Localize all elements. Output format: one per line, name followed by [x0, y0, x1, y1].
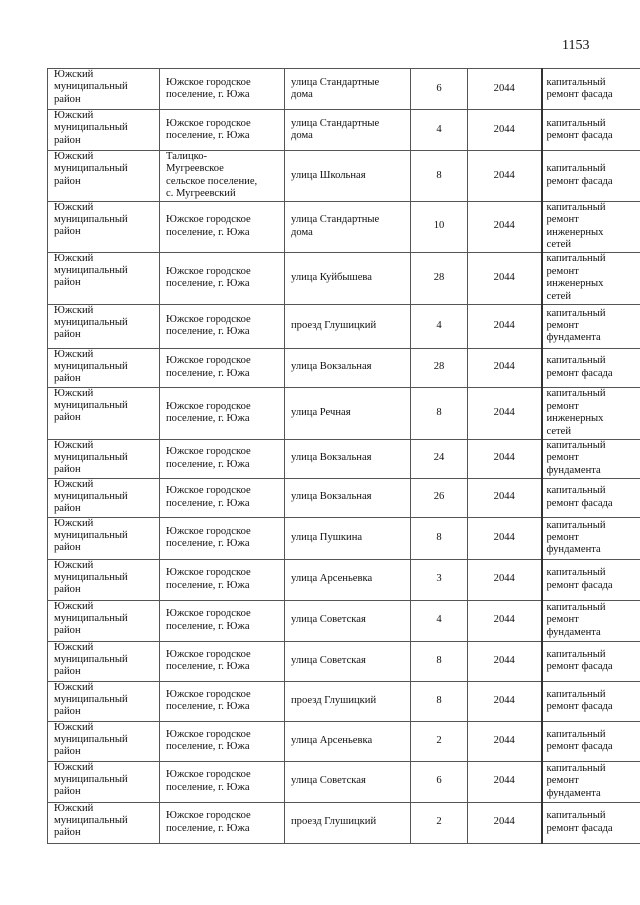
work-text: капитальный ремонт фундамента: [546, 307, 606, 344]
house-text: 8: [436, 406, 442, 418]
cell-year: [468, 201, 542, 252]
street-text: проезд Глушицкий: [291, 319, 377, 331]
cell-work: [542, 439, 640, 478]
district-text: Южский муниципальный район: [54, 201, 128, 238]
table-row: [48, 69, 640, 110]
year-text: 2044: [493, 82, 515, 94]
table-row: [48, 478, 640, 517]
year-text: 2044: [493, 531, 515, 543]
district-text: Южский муниципальный район: [54, 478, 128, 515]
house-text: 28: [433, 271, 445, 283]
table-row: [48, 802, 640, 843]
work-text: капитальный ремонт фасада: [546, 355, 613, 379]
cell-work: [542, 478, 640, 517]
house-text: 26: [433, 491, 445, 503]
street-text: улица Речная: [291, 406, 351, 418]
district-text: Южский муниципальный район: [54, 304, 128, 341]
cell-settlement: [160, 600, 285, 641]
table-row: [48, 252, 640, 304]
cell-work: [542, 517, 640, 559]
table-row: [48, 761, 640, 802]
cell-work: [542, 69, 640, 110]
house-text: 24: [433, 452, 445, 464]
cell-year: [468, 559, 542, 600]
year-text: 2044: [493, 220, 515, 232]
cell-district: [48, 387, 160, 439]
settlement-text: Южское городское поселение, г. Южа: [166, 485, 251, 509]
cell-year: [468, 348, 542, 387]
district-text: Южский муниципальный район: [54, 721, 128, 758]
cell-settlement: [160, 681, 285, 721]
table-row: [48, 721, 640, 761]
cell-settlement: [160, 348, 285, 387]
settlement-text: Южское городское поселение, г. Южа: [166, 355, 251, 379]
settlement-text: Южское городское поселение, г. Южа: [166, 214, 251, 238]
year-text: 2044: [493, 694, 515, 706]
district-text: Южский муниципальный район: [54, 69, 128, 105]
cell-year: [468, 151, 542, 202]
settlement-text: Талицко-Мугреевское сельское поселение, с. Мугреевский: [166, 151, 258, 200]
settlement-text: Южское городское поселение, г. Южа: [166, 608, 251, 632]
cell-street: [285, 110, 411, 151]
cell-house: [411, 252, 468, 304]
cell-work: [542, 201, 640, 252]
year-text: 2044: [493, 491, 515, 503]
cell-district: [48, 69, 160, 110]
cell-district: [48, 478, 160, 517]
settlement-text: Южское городское поселение, г. Южа: [166, 313, 251, 338]
year-text: 2044: [493, 271, 515, 283]
table-row: [48, 559, 640, 600]
work-text: капитальный ремонт фасада: [546, 810, 613, 834]
street-text: улица Вокзальная: [291, 361, 372, 373]
year-text: 2044: [493, 654, 515, 666]
district-text: Южский муниципальный район: [54, 439, 128, 476]
work-text: капитальный ремонт инженерных сетей: [546, 201, 606, 251]
year-text: 2044: [493, 775, 515, 787]
street-text: улица Советская: [291, 614, 366, 626]
cell-year: [468, 439, 542, 478]
street-text: улица Советская: [291, 775, 366, 787]
year-text: 2044: [493, 573, 515, 585]
cell-street: [285, 151, 411, 202]
cell-settlement: [160, 641, 285, 681]
cell-district: [48, 761, 160, 802]
house-text: 8: [436, 169, 442, 181]
cell-house: [411, 348, 468, 387]
cell-street: [285, 348, 411, 387]
cell-district: [48, 641, 160, 681]
cell-house: [411, 761, 468, 802]
settlement-text: Южское городское поселение, г. Южа: [166, 728, 251, 753]
cell-house: [411, 387, 468, 439]
year-text: 2044: [493, 361, 515, 373]
cell-district: [48, 304, 160, 348]
house-text: 4: [436, 123, 442, 135]
street-text: улица Арсеньевка: [291, 734, 373, 746]
work-text: капитальный ремонт инженерных сетей: [546, 253, 606, 302]
cell-settlement: [160, 69, 285, 110]
cell-work: [542, 721, 640, 761]
work-text: капитальный ремонт фасада: [546, 567, 613, 591]
house-text: 2: [436, 734, 442, 746]
table-row: [48, 600, 640, 641]
cell-district: [48, 201, 160, 252]
cell-work: [542, 802, 640, 843]
cell-street: [285, 517, 411, 559]
cell-settlement: [160, 387, 285, 439]
cell-district: [48, 600, 160, 641]
year-text: 2044: [493, 614, 515, 626]
cell-street: [285, 439, 411, 478]
year-text: 2044: [493, 123, 515, 135]
settlement-text: Южское городское поселение, г. Южа: [166, 76, 251, 100]
house-text: 10: [433, 220, 445, 232]
cell-house: [411, 517, 468, 559]
cell-settlement: [160, 252, 285, 304]
cell-year: [468, 600, 542, 641]
cell-work: [542, 387, 640, 439]
cell-settlement: [160, 761, 285, 802]
repair-schedule-table: [47, 68, 640, 844]
district-text: Южский муниципальный район: [54, 802, 128, 839]
district-text: Южский муниципальный район: [54, 348, 128, 385]
settlement-text: Южское городское поселение, г. Южа: [166, 810, 251, 834]
district-text: Южский муниципальный район: [54, 681, 128, 718]
district-text: Южский муниципальный район: [54, 559, 128, 596]
work-text: капитальный ремонт фасада: [546, 76, 613, 100]
year-text: 2044: [493, 816, 515, 828]
cell-work: [542, 600, 640, 641]
cell-settlement: [160, 802, 285, 843]
cell-settlement: [160, 478, 285, 517]
street-text: улица Пушкина: [291, 531, 363, 543]
table-row: [48, 517, 640, 559]
cell-settlement: [160, 559, 285, 600]
cell-house: [411, 304, 468, 348]
cell-street: [285, 478, 411, 517]
cell-house: [411, 559, 468, 600]
cell-year: [468, 681, 542, 721]
table-row: [48, 110, 640, 151]
cell-house: [411, 151, 468, 202]
cell-year: [468, 304, 542, 348]
cell-street: [285, 802, 411, 843]
year-text: 2044: [493, 169, 515, 181]
settlement-text: Южское городское поселение, г. Южа: [166, 265, 251, 290]
district-text: Южский муниципальный район: [54, 761, 128, 798]
street-text: проезд Глушицкий: [291, 816, 377, 828]
table-row: [48, 348, 640, 387]
house-text: 3: [436, 573, 442, 585]
cell-street: [285, 600, 411, 641]
work-text: капитальный ремонт фасада: [546, 117, 613, 141]
cell-work: [542, 110, 640, 151]
street-text: улица Куйбышева: [291, 271, 372, 283]
street-text: улица Стандартные дома: [291, 117, 380, 141]
cell-settlement: [160, 304, 285, 348]
settlement-text: Южское городское поселение, г. Южа: [166, 525, 251, 550]
cell-year: [468, 387, 542, 439]
work-text: капитальный ремонт фундамента: [546, 763, 606, 799]
cell-street: [285, 681, 411, 721]
table-row: [48, 439, 640, 478]
cell-work: [542, 304, 640, 348]
district-text: Южский муниципальный район: [54, 151, 128, 187]
district-text: Южский муниципальный район: [54, 600, 128, 637]
settlement-text: Южское городское поселение, г. Южа: [166, 648, 251, 673]
house-text: 6: [436, 775, 442, 787]
street-text: улица Арсеньевка: [291, 573, 373, 585]
work-text: капитальный ремонт фундамента: [546, 602, 606, 638]
cell-street: [285, 721, 411, 761]
settlement-text: Южское городское поселение, г. Южа: [166, 117, 251, 141]
work-text: капитальный ремонт фундамента: [546, 440, 606, 476]
cell-district: [48, 151, 160, 202]
cell-year: [468, 802, 542, 843]
cell-district: [48, 559, 160, 600]
table-row: [48, 681, 640, 721]
year-text: 2044: [493, 452, 515, 464]
table-row: [48, 201, 640, 252]
table-row: [48, 304, 640, 348]
district-text: Южский муниципальный район: [54, 252, 128, 289]
street-text: улица Школьная: [291, 169, 366, 181]
cell-work: [542, 252, 640, 304]
house-text: 8: [436, 694, 442, 706]
settlement-text: Южское городское поселение, г. Южа: [166, 567, 251, 591]
cell-house: [411, 681, 468, 721]
table-row: [48, 151, 640, 202]
cell-house: [411, 600, 468, 641]
cell-year: [468, 517, 542, 559]
street-text: улица Стандартные дома: [291, 76, 380, 100]
cell-house: [411, 802, 468, 843]
house-text: 2: [436, 816, 442, 828]
district-text: Южский муниципальный район: [54, 387, 128, 424]
cell-street: [285, 387, 411, 439]
cell-year: [468, 641, 542, 681]
cell-district: [48, 517, 160, 559]
cell-year: [468, 69, 542, 110]
street-text: улица Вокзальная: [291, 491, 372, 503]
cell-house: [411, 201, 468, 252]
cell-house: [411, 478, 468, 517]
year-text: 2044: [493, 406, 515, 418]
table-row: [48, 641, 640, 681]
district-text: Южский муниципальный район: [54, 517, 128, 554]
work-text: капитальный ремонт фасада: [546, 688, 613, 713]
work-text: капитальный ремонт фасада: [546, 485, 613, 509]
house-text: 4: [436, 319, 442, 331]
house-text: 28: [433, 361, 445, 373]
cell-work: [542, 761, 640, 802]
work-text: капитальный ремонт фундамента: [546, 519, 606, 556]
cell-street: [285, 641, 411, 681]
cell-house: [411, 721, 468, 761]
settlement-text: Южское городское поселение, г. Южа: [166, 769, 251, 793]
cell-street: [285, 559, 411, 600]
cell-work: [542, 641, 640, 681]
table-body: [48, 69, 640, 844]
work-text: капитальный ремонт фасада: [546, 163, 613, 187]
work-text: капитальный ремонт фасада: [546, 648, 613, 673]
house-text: 6: [436, 82, 442, 94]
cell-house: [411, 110, 468, 151]
street-text: улица Стандартные дома: [291, 214, 380, 238]
cell-year: [468, 761, 542, 802]
house-text: 4: [436, 614, 442, 626]
cell-district: [48, 252, 160, 304]
cell-settlement: [160, 151, 285, 202]
cell-house: [411, 439, 468, 478]
cell-district: [48, 110, 160, 151]
district-text: Южский муниципальный район: [54, 641, 128, 678]
street-text: проезд Глушицкий: [291, 694, 377, 706]
house-text: 8: [436, 654, 442, 666]
cell-house: [411, 69, 468, 110]
work-text: капитальный ремонт фасада: [546, 728, 613, 753]
district-text: Южский муниципальный район: [54, 110, 128, 146]
street-text: улица Вокзальная: [291, 452, 372, 464]
cell-work: [542, 681, 640, 721]
work-text: капитальный ремонт инженерных сетей: [546, 388, 606, 437]
cell-year: [468, 110, 542, 151]
cell-settlement: [160, 517, 285, 559]
cell-settlement: [160, 110, 285, 151]
cell-district: [48, 721, 160, 761]
settlement-text: Южское городское поселение, г. Южа: [166, 446, 251, 470]
cell-street: [285, 761, 411, 802]
cell-district: [48, 681, 160, 721]
cell-year: [468, 721, 542, 761]
cell-settlement: [160, 201, 285, 252]
settlement-text: Южское городское поселение, г. Южа: [166, 400, 251, 425]
cell-street: [285, 252, 411, 304]
cell-house: [411, 641, 468, 681]
cell-street: [285, 201, 411, 252]
cell-settlement: [160, 439, 285, 478]
year-text: 2044: [493, 734, 515, 746]
cell-work: [542, 559, 640, 600]
street-text: улица Советская: [291, 654, 366, 666]
cell-district: [48, 348, 160, 387]
cell-district: [48, 802, 160, 843]
settlement-text: Южское городское поселение, г. Южа: [166, 688, 251, 713]
cell-work: [542, 348, 640, 387]
house-text: 8: [436, 531, 442, 543]
cell-district: [48, 439, 160, 478]
cell-work: [542, 151, 640, 202]
cell-street: [285, 304, 411, 348]
table-row: [48, 387, 640, 439]
year-text: 2044: [493, 319, 515, 331]
cell-year: [468, 478, 542, 517]
cell-year: [468, 252, 542, 304]
cell-settlement: [160, 721, 285, 761]
page-number: 1153: [562, 38, 590, 53]
cell-street: [285, 69, 411, 110]
